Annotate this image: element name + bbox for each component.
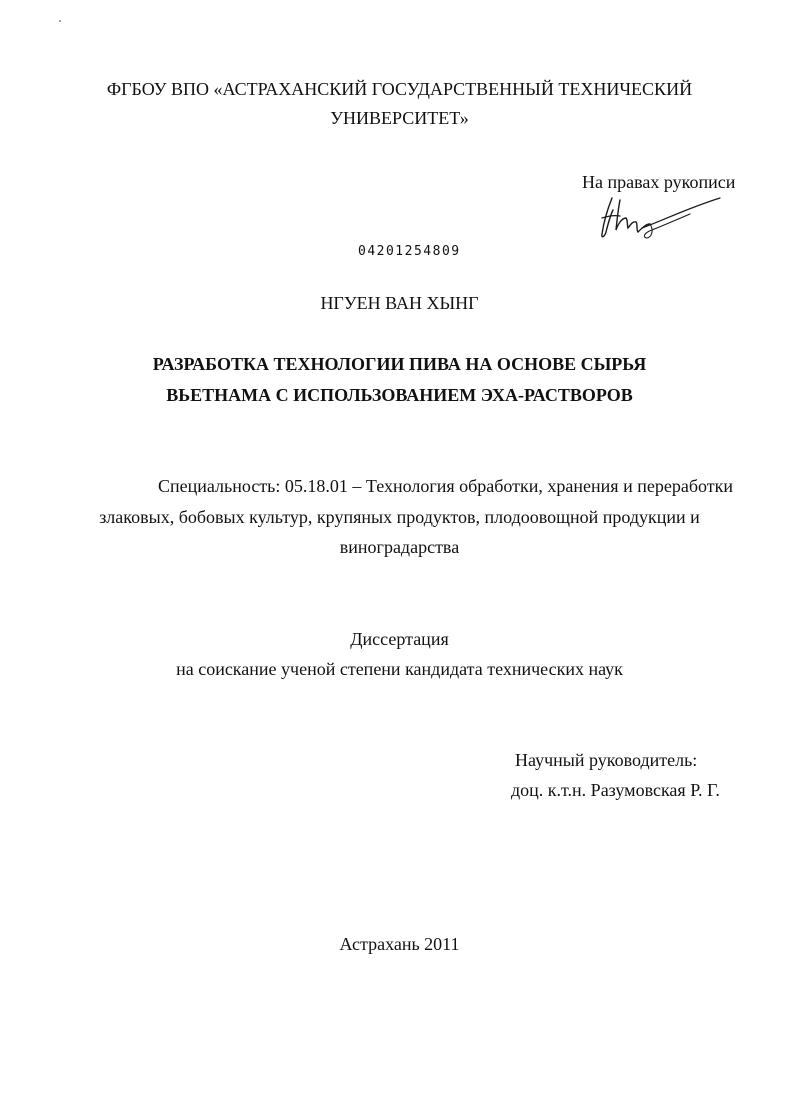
- degree-label: Диссертация: [350, 629, 449, 649]
- thesis-title-line-2: ВЬЕТНАМА С ИСПОЛЬЗОВАНИЕМ ЭХА-РАСТВОРОВ: [166, 385, 633, 405]
- city-year: Астрахань 2011: [339, 934, 460, 954]
- manuscript-note: На правах рукописи: [582, 172, 736, 192]
- thesis-title-line-1: РАЗРАБОТКА ТЕХНОЛОГИИ ПИВА НА ОСНОВЕ СЫРЬЯ: [152, 354, 647, 374]
- supervisor-label: Научный руководитель:: [515, 750, 698, 770]
- author-name: НГУЕН ВАН ХЫНГ: [320, 293, 479, 313]
- specialty-line-1: Специальность: 05.18.01 – Технология обработки, хранения и переработки: [158, 476, 733, 496]
- specialty-line-3: виноградарства: [339, 537, 460, 557]
- scan-speck: [59, 20, 61, 22]
- degree-description: на соискание ученой степени кандидата технических наук: [176, 659, 623, 679]
- supervisor-name: доц. к.т.н. Разумовская Р. Г.: [511, 780, 720, 800]
- signature-icon: [598, 194, 724, 242]
- catalog-number: 04201254809: [358, 244, 461, 259]
- specialty-line-2: злаковых, бобовых культур, крупяных продуктов, плодоовощной продукции и: [99, 507, 700, 527]
- institution-line-1: ФГБОУ ВПО «АСТРАХАНСКИЙ ГОСУДАРСТВЕННЫЙ ТЕХНИЧЕСКИЙ: [106, 79, 693, 99]
- institution-line-2: УНИВЕРСИТЕТ»: [330, 108, 469, 128]
